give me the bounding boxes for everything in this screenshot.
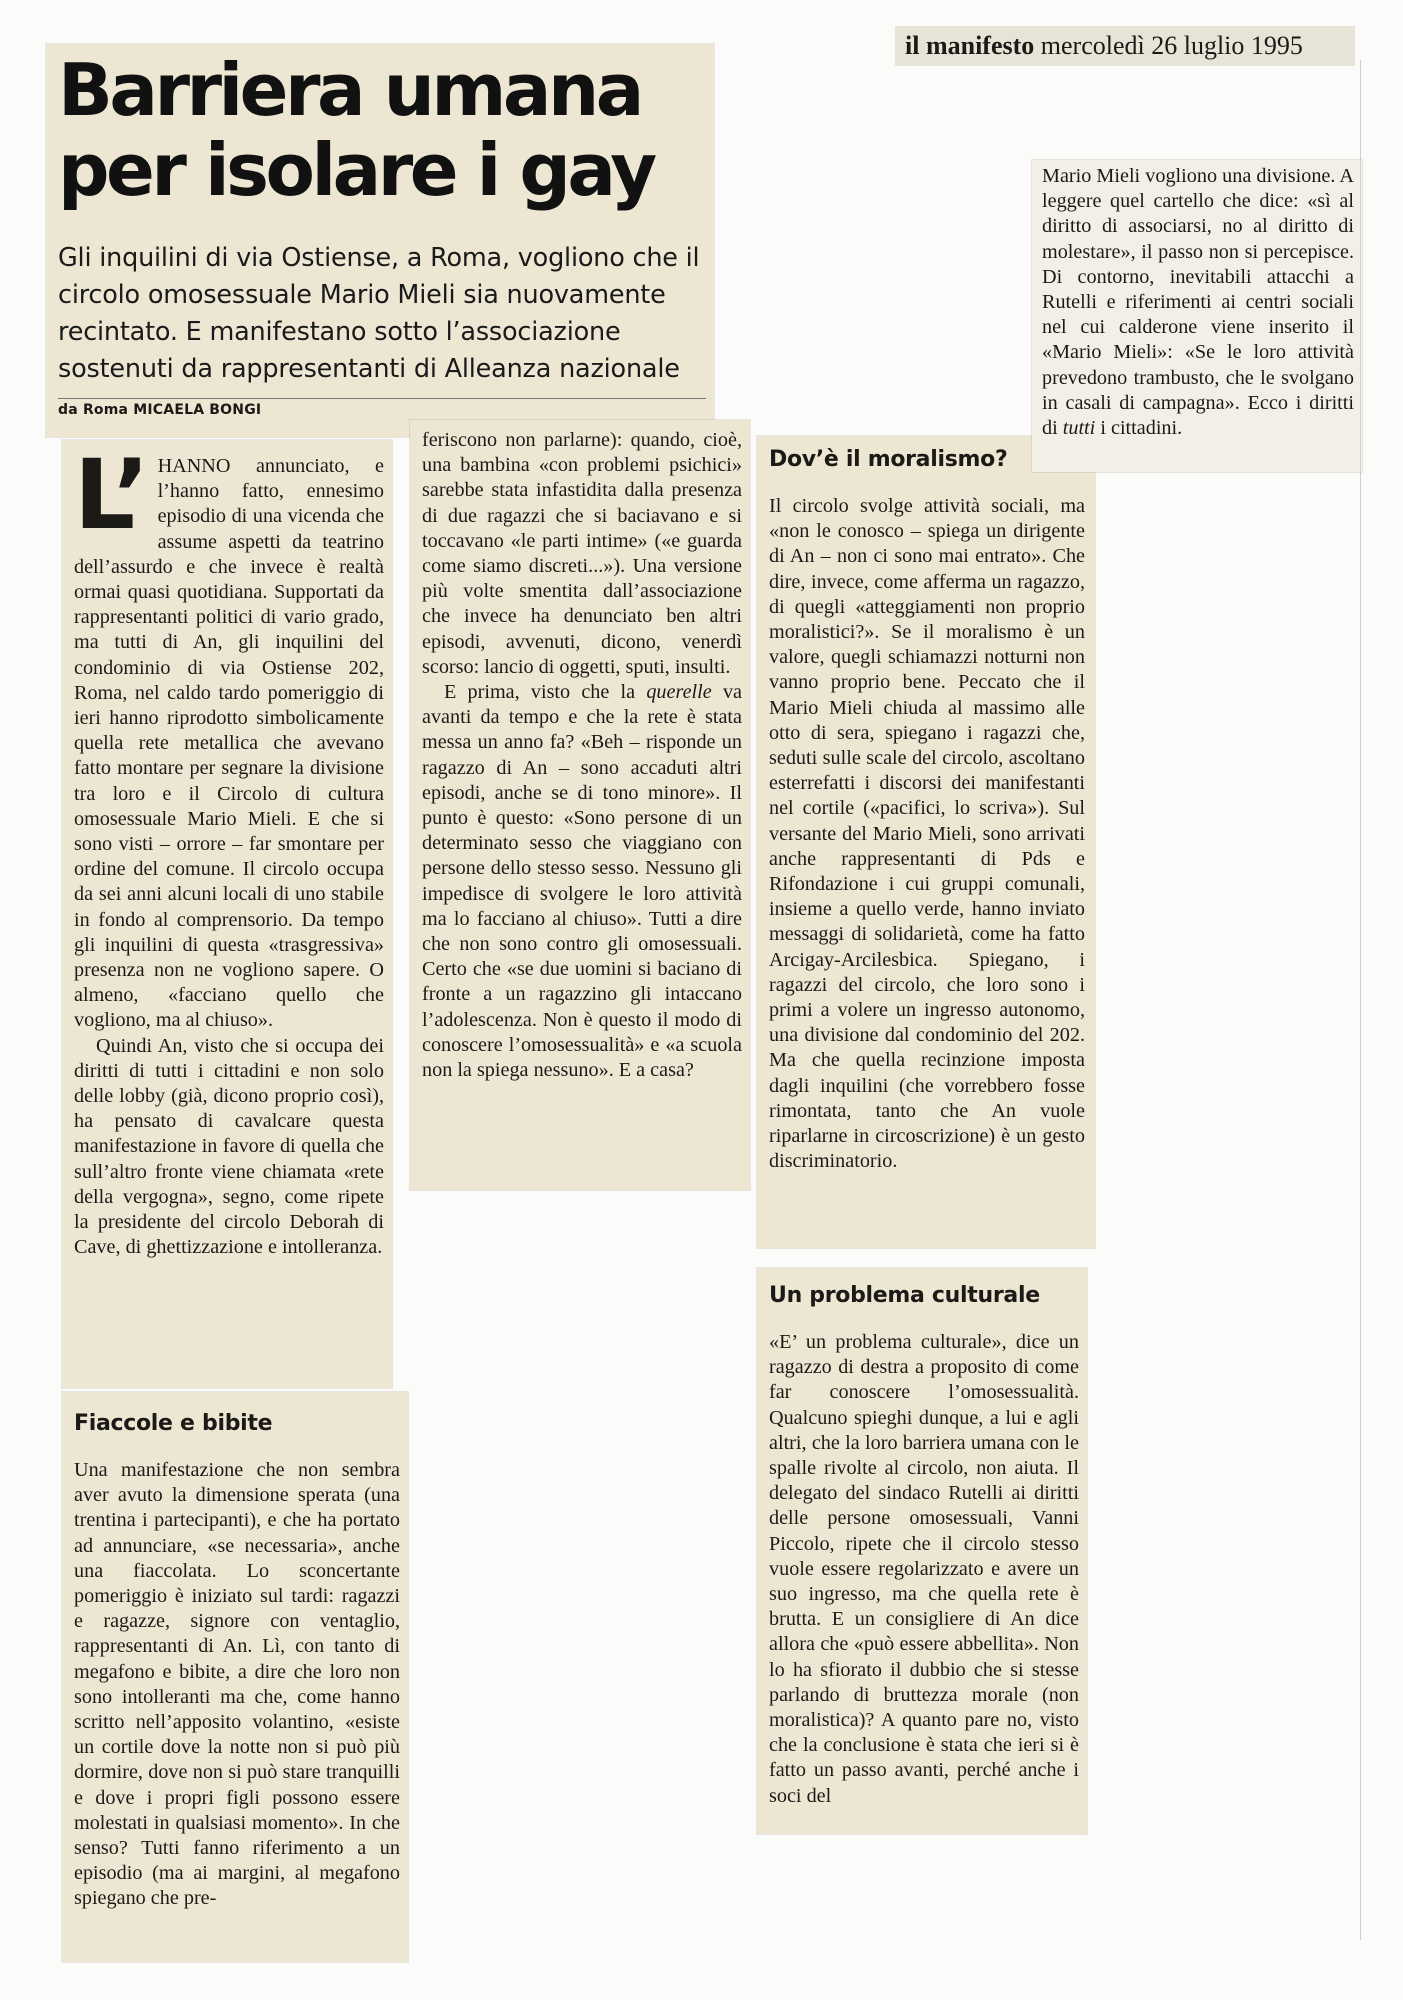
column-3b [757,1268,1087,1834]
column-1b [62,1392,408,1962]
headline-line-1: Barriera umana [58,48,641,132]
byline-rule [58,398,706,399]
column-3-paragraph-1: Il circolo svolge attività sociali, ma «non le conosco – spiega un dirigente di An – non ci sono mai entrato». Che dire, invece, come afferma un ragazzo, di quegli «atteggiamenti non proprio moralistici?». Se il moralismo è un valore, quegli schiamazzi notturni non vanno proprio bene. Peccato che il Mario Mieli chiuda al massimo alle otto di sera, spiegano i ragazzi che, seduti sulle scale del circolo, ascoltano esterrefatti i discorsi dei manifestanti nel cortile («pacifici, lo scriva»). Sul versante del Mario Mieli, sono arrivati anche rappresentanti di Pds e Rifondazione i cui gruppi comunali, insieme a quello verde, hanno inviato messaggi di solidarietà, come ha fatto Arcigay-Arcilesbica. Spiegano, i ragazzi del circolo, che loro sono i primi a volere un ingresso autonomo, una divisione dal condominio del 202. Ma che quella recinzione imposta dagli inquilini (che vorrebbero fosse rimontata, tanto che An vuole riparlarne in circoscrizione) è un gesto discriminatorio. [769,495,1085,1173]
italic-tutti: tutti [1062,417,1096,440]
byline-author: MICAELA BONGI [133,402,262,418]
subhead-culturale: Un problema culturale [769,1283,1040,1308]
column-2-paragraph-1: feriscono non parlarne): quando, cioè, una bambina «con problemi psichici» sarebbe stata infastidita dalla presenza di due ragazzi che si baciavano e si toccavano «le parti intime» («e guarda come siamo discreti...»). Una versione più volte smentita dall’associazione che invece ha denunciato ben altri episodi, avvenuti, dicono, venerdì scorso: lancio di oggetti, sputi, insulti. [422,429,742,678]
column-2-paragraph-2-after: va avanti da tempo e che la rete è stata messa un anno fa? «Beh – risponde un ragazzo di An – sono accaduti altri episodi, anche se di tono minore». Il punto è questo: «Sono persone di un determinato sesso che viaggiano con persone dello stesso sesso. Nessuno gli impedisce di svolgere le loro attività ma lo facciano al chiuso». Tutti a dire che non sono contro gli omosessuali. Certo che «se due uomini si baciano di fronte a un ragazzino gli intaccano l’adolescenza. Non è questo il modo di conoscere l’omosessualità» e «a scuola non la spiega nessuno». E a casa? [422,681,742,1082]
column-1-paragraph-1 [74,440,384,1034]
headline-block [46,44,714,437]
italic-querelle: querelle [646,681,712,704]
byline [58,402,702,418]
headline-line-2: per isolare i gay [58,128,654,212]
column-4 [1032,160,1362,472]
issue-date: mercoledì 26 luglio 1995 [1040,31,1303,60]
masthead [895,26,1355,66]
column-2-paragraph-2-before: E prima, visto che la [444,681,647,704]
column-4-paragraph-1-after: i cittadini. [1095,417,1183,440]
lead-word: HANNO [157,455,231,477]
standfirst: Gli inquilini di via Ostiense, a Roma, vogliono che il circolo omosessuale Mario Mieli sia nuovamente recintato. E manifestano sotto l’associazione sostenuti da rappresentanti di Alleanza nazionale [58,243,700,384]
drop-cap: L’ [74,440,150,551]
newspaper-name: il manifesto [905,31,1035,60]
column-3 [757,436,1095,1248]
column-1 [62,440,392,1388]
byline-prefix: da Roma [58,402,129,418]
column-3b-paragraph-1: «E’ un problema culturale», dice un ragazzo di destra a proposito di come far conoscere l’omosessualità. Qualcuno spieghi dunque, a lui e agli altri, che la loro barriera umana con le spalle rivolte al circolo, non aiuta. Il delegato del sindaco Rutelli ai diritti delle persone omosessuali, Vanni Piccolo, ripete che il circolo stesso vuole essere regolarizzato e avere un suo ingresso, ma che quella rete è brutta. E un consigliere di An dice allora che «può essere abbellita». Non lo ha sfiorato il dubbio che si stesse parlando di bruttezza morale (non moralistica)? A quanto pare no, visto che la conclusione è stata che ieri si è fatto un passo avanti, perché anche i soci del [769,1331,1079,1807]
column-1-paragraph-2: Quindi An, visto che si occupa dei diritti di tutti i cittadini e non solo delle lobby (già, dicono proprio così), ha pensato di cavalcare questa manifestazione in favore di quella che sull’altro fronte viene chiamata «rete della vergogna», segno, come ripete la presidente del circolo Deborah di Cave, di ghettizzazione e intolleranza. [74,1034,384,1259]
column-1b-paragraph-1: Una manifestazione che non sembra aver avuto la dimensione sperata (una trentina i partecipanti), e che ha portato ad annunciare, «se necessaria», anche una fiaccolata. Lo sconcertante pomeriggio è iniziato sul tardi: ragazzi e ragazze, signore con ventaglio, rappresentanti di An. Lì, con tanto di megafono e bibite, a dire che loro non sono intolleranti ma che, come hanno scritto nell’apposito volantino, «esiste un cortile dove la notte non si può più dormire, dove non si può stare tranquilli e dove i propri figli possono essere molestati in qualsiasi momento». In che senso? Tutti fanno riferimento a un episodio (ma ai margini, al megafono spiegano che pre- [74,1459,400,1910]
column-1-paragraph-1-text: annunciato, e l’hanno fatto, ennesimo episodio di una vicenda che assume aspetti da teatrino dell’assurdo e che invece è realtà ormai quasi quotidiana. Supportati da rappresentanti politici di vario grado, ma tutti di An, gli inquilini del condominio di via Ostiense 202, Roma, nel caldo tardo pomeriggio di ieri hanno riprodotto simbolicamente quella rete metallica che avevano fatto montare per segnare la divisione tra loro e il Circolo di cultura omosessuale Mario Mieli. E che si sono visti – orrore – far smontare per ordine del comune. Il circolo occupa da sei anni alcuni locali di uno stabile in fondo al comprensorio. Da tempo gli inquilini di questa «trasgressiva» presenza non ne vogliono sapere. O almeno, «facciano quello che vogliono, ma al chiuso». [74,455,384,1032]
column-2-paragraph-2 [422,680,742,1083]
column-4-paragraph-1 [1042,164,1354,441]
column-4-paragraph-1-before: Mario Mieli vogliono una divisione. A leggere quel cartello che dice: «sì al diritto di associarsi, no al diritto di molestare», il passo non si percepisce. Di contorno, inevitabili attacchi a Rutelli e riferimenti ai centri sociali nel cui calderone viene inserito il «Mario Mieli»: «Se le loro attività prevedono trambusto, che le svolgano in casali di campagna». Ecco i diritti di [1042,165,1354,440]
right-margin-line [1360,60,1361,1940]
column-2 [410,420,750,1190]
headline [58,50,702,210]
subhead-moralismo: Dov’è il moralismo? [769,447,1008,472]
subhead-fiaccole: Fiaccole e bibite [74,1411,273,1436]
